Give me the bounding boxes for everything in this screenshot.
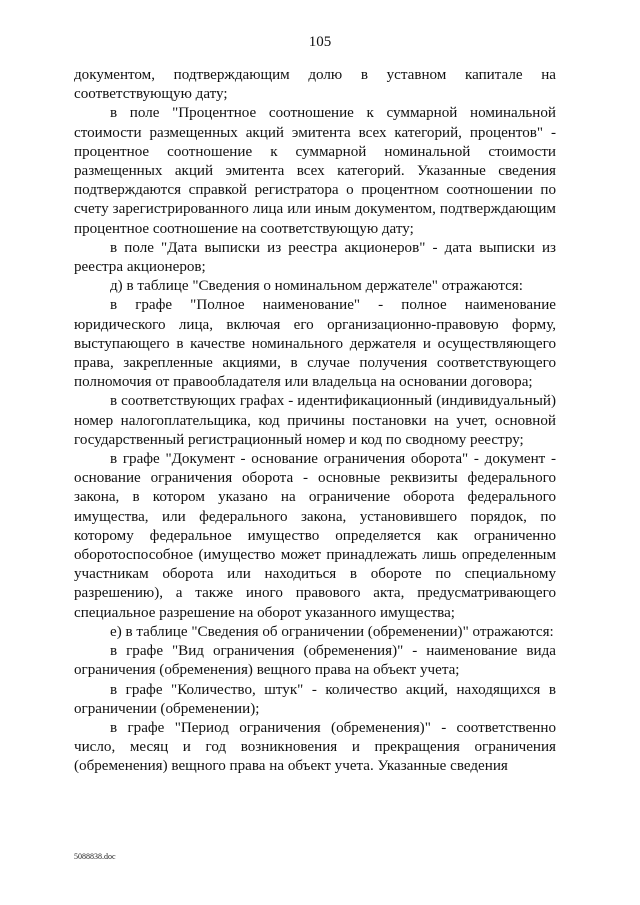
page-number: 105 (308, 34, 332, 50)
paragraph-nominee-table-heading: д) в таблице "Сведения о номинальном держателе" отражаются: (110, 278, 523, 295)
paragraph-restriction-document-column: в графе "Документ - основание ограничения оборота" - документ - основание ограничения оборота - основные реквизиты федерального закона, в котором указано на ограничение оборота федерального имущества, или федерального закона, установившего порядок, по которому федеральное имущество определяется как ограниченно оборотоспособное (имущество может принадлежать лишь определенным участникам оборота или находиться в обороте по специальному разрешению), а также иного правового акта, предусматривающего специальное разрешение на оборот указанного имущества; (74, 451, 556, 621)
paragraph-encumbrance-table-heading: е) в таблице "Сведения об ограничении (обременении)" отражаются: (110, 623, 554, 640)
paragraph-full-name-column: в графе "Полное наименование" - полное наименование юридического лица, включая его организационно-правовую форму, выступающего в качестве номинального держателя и осуществляющего права, закрепленные акциями, в случае получения соответствующего полномочия от правообладателя или владельца на основании договора; (74, 297, 556, 391)
document-body (74, 66, 556, 777)
paragraph-identifiers-columns: в соответствующих графах - идентификационный (индивидуальный) номер налогоплательщика, код причины постановки на учет, основной государственный регистрационный номер и код по сводному реестру; (74, 393, 556, 448)
document-filename-footer: 5088838.doc (74, 852, 116, 861)
paragraph-encumbrance-type-column: в графе "Вид ограничения (обременения)" - наименование вида ограничения (обременения) вещного права на объект учета; (74, 643, 556, 679)
paragraph-encumbrance-period-column: в графе "Период ограничения (обременения)" - соответственно число, месяц и год возникновения и прекращения ограничения (обременения) вещного права на объект учета. Указанные сведения (74, 719, 556, 775)
paragraph-percent-ratio-field: в поле "Процентное соотношение к суммарной номинальной стоимости размещенных акций эмитента всех категорий, процентов" - процентное соотношение к суммарной номинальной стоимости размещенных акций эмитента всех категорий. Указанные сведения подтверждаются справкой регистратора о процентном соотношении по счету зарегистрированного лица или иным документом, подтверждающим процентное соотношение на соответствующую дату; (74, 105, 556, 237)
paragraph-quantity-column: в графе "Количество, штук" - количество акций, находящихся в ограничении (обременении); (74, 681, 556, 717)
paragraph-continuation: документом, подтверждающим долю в уставном капитале на соответствующую дату; (74, 67, 556, 103)
paragraph-extract-date-field: в поле "Дата выписки из реестра акционеров" - дата выписки из реестра акционеров; (74, 239, 556, 276)
